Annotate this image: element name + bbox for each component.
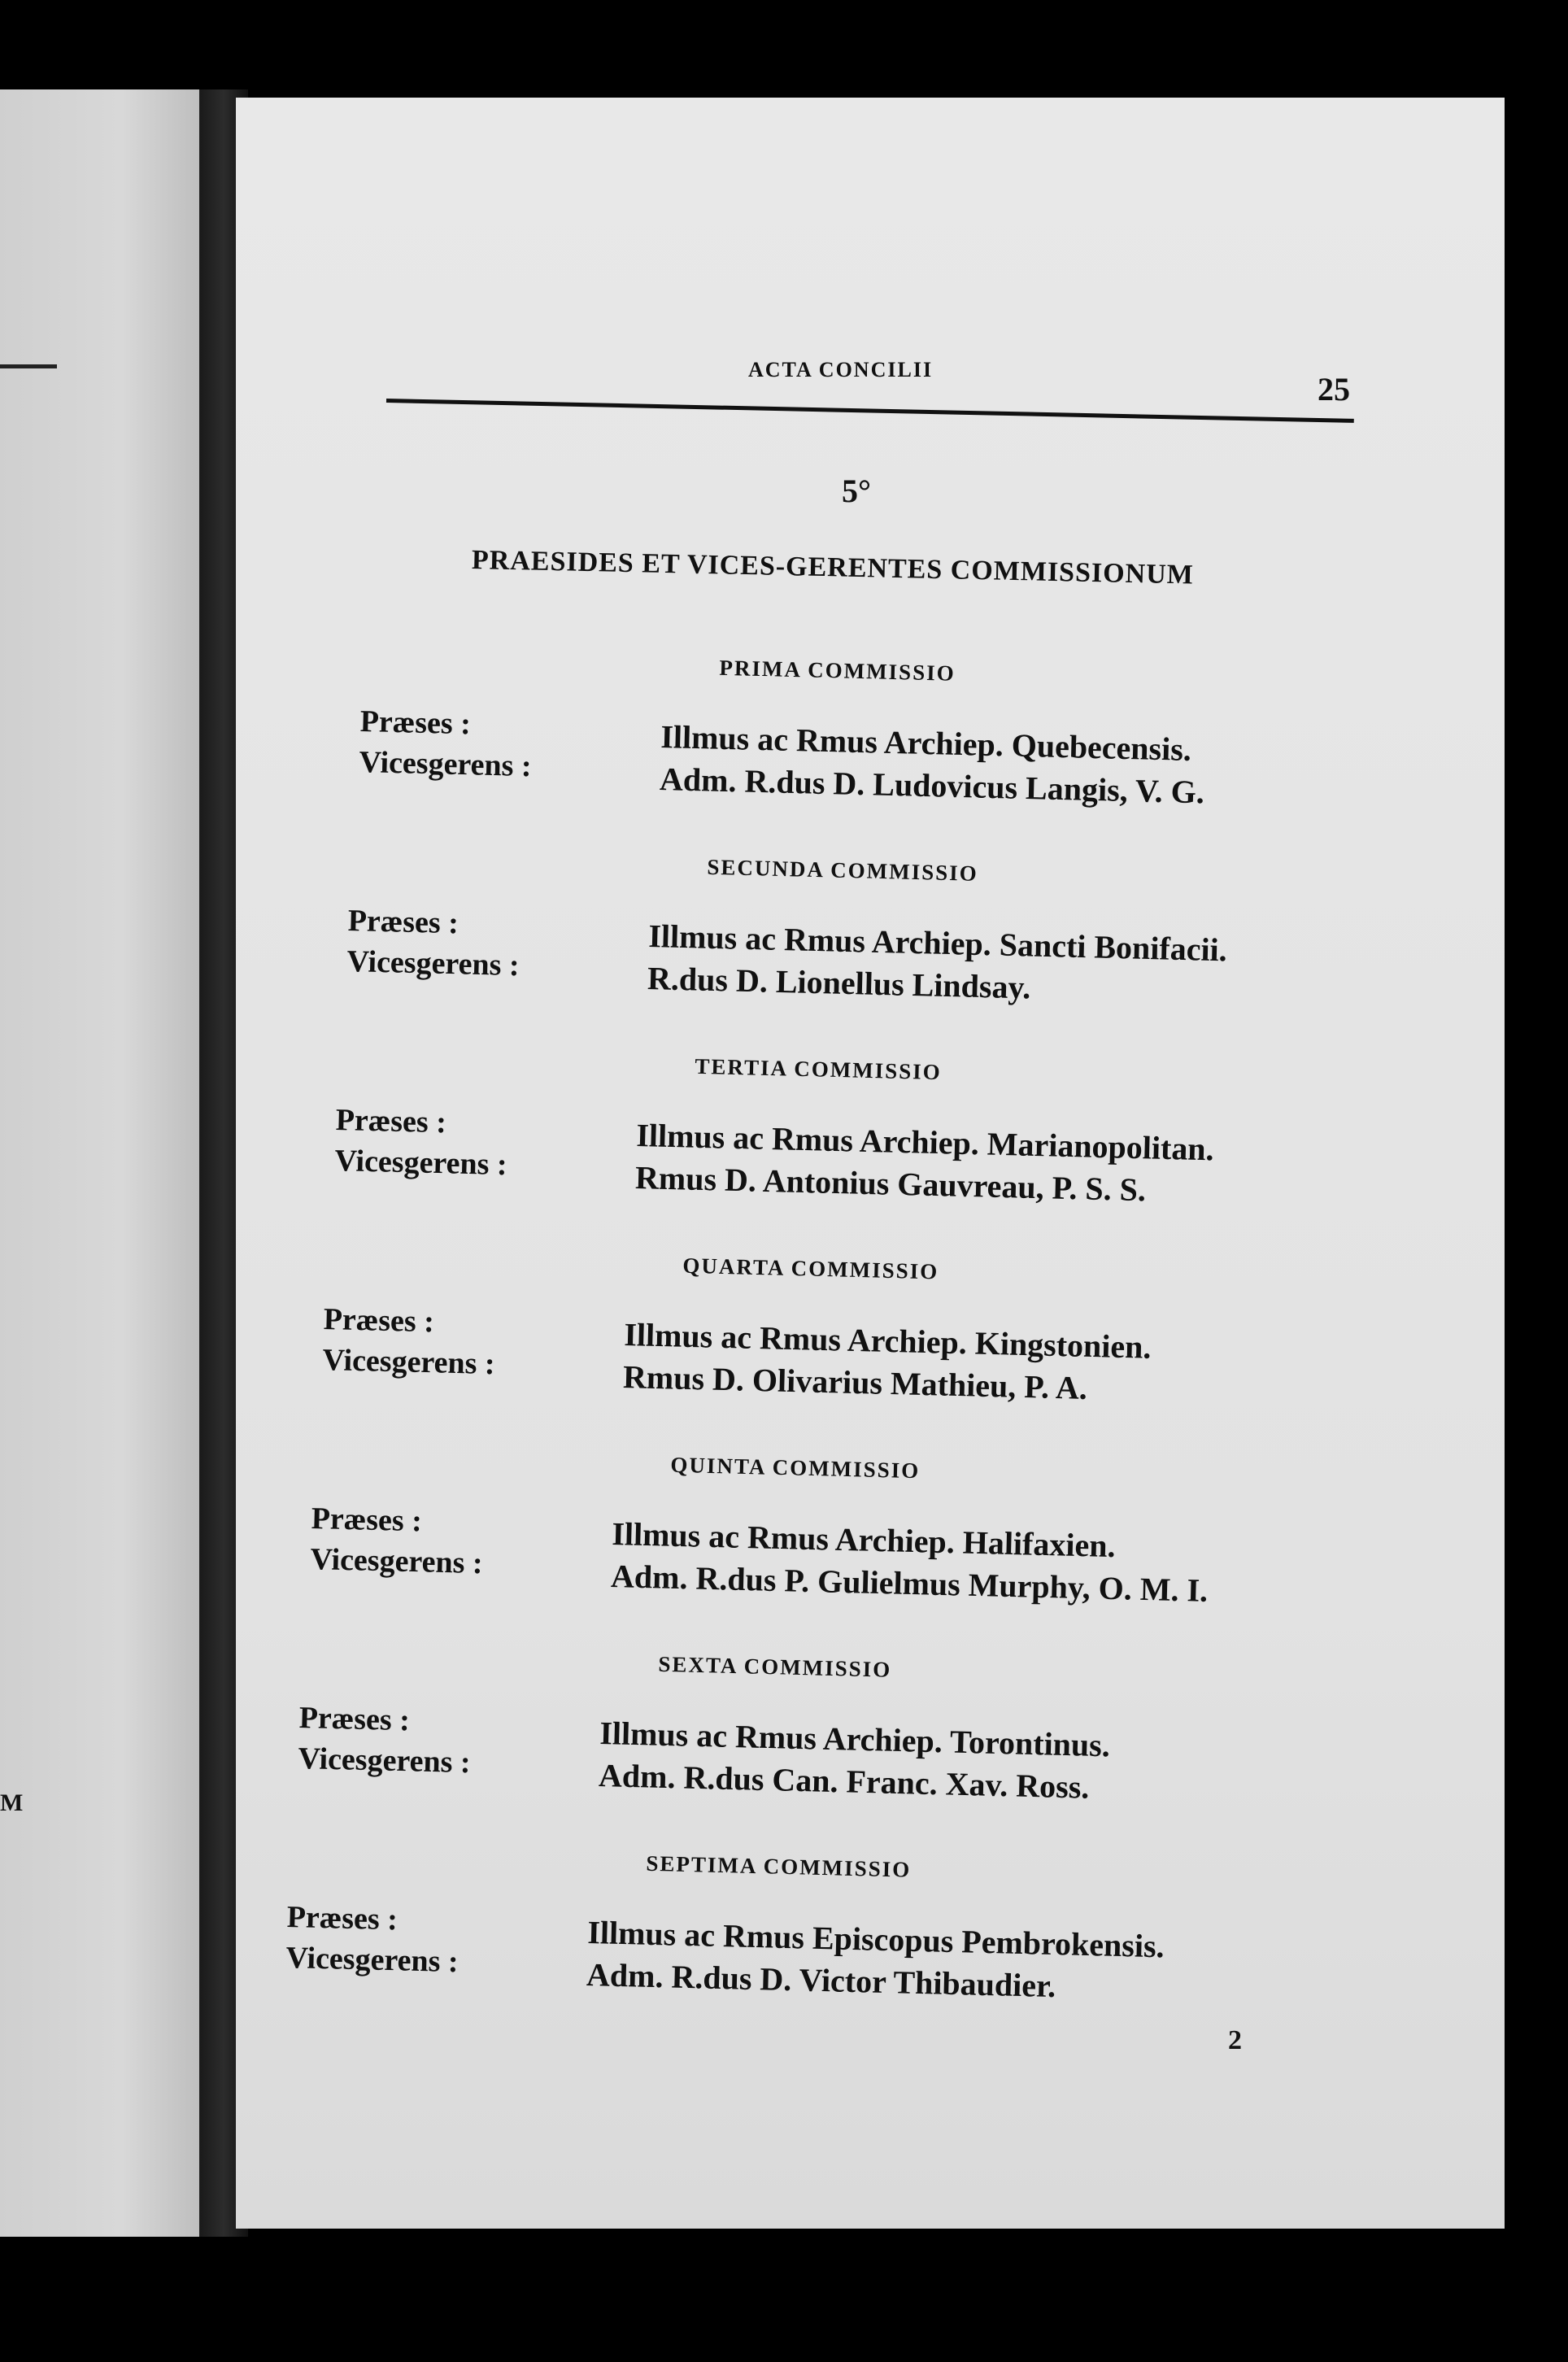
vicesgerens-label: Vicesgerens : [346,943,520,983]
running-head: ACTA CONCILII [748,358,934,381]
commission-block [285,1842,1427,2041]
praeses-label: Præses : [311,1501,423,1539]
praeses-label: Præses : [335,1102,447,1140]
praeses-label: Præses : [323,1301,435,1340]
commission-heading: SEXTA COMMISSIO [658,1651,892,1682]
left-page-rule [0,364,57,368]
praeses-name: Illmus ac Rmus Episcopus Pembrokensis. [586,1914,1165,1965]
left-page-fragment: M [0,1789,24,1816]
section-title: PRAESIDES ET VICES-GERENTES COMMISSIONUM [471,545,1195,590]
vicesgerens-name: Adm. R.dus Can. Franc. Xav. Ross. [598,1757,1090,1806]
vicesgerens-name: R.dus D. Lionellus Lindsay. [647,960,1031,1006]
commission-block [309,1444,1452,1642]
praeses-name: Illmus ac Rmus Archiep. Kingstonien. [623,1316,1152,1366]
commission-heading: TERTIA COMMISSIO [695,1053,943,1085]
commission-heading: QUARTA COMMISSIO [682,1253,939,1284]
praeses-name: Illmus ac Rmus Archiep. Marianopolitan. [635,1117,1215,1168]
commission-block [297,1643,1440,1841]
vicesgerens-label: Vicesgerens : [334,1143,508,1183]
praeses-label: Præses : [298,1700,411,1738]
page-number: 25 [1318,371,1350,407]
commission-heading: QUINTA COMMISSIO [670,1452,921,1484]
vicesgerens-label: Vicesgerens : [359,744,533,784]
vicesgerens-name: Rmus D. Antonius Gauvreau, P. S. S. [634,1159,1147,1209]
commission-block [346,846,1488,1044]
praeses-label: Præses : [347,903,460,941]
commission-block [333,1045,1476,1244]
left-page-edge [0,89,203,2237]
praeses-name: Illmus ac Rmus Archiep. Sancti Bonifacii. [647,917,1228,969]
praeses-name: Illmus ac Rmus Archiep. Torontinus. [599,1715,1111,1764]
commission-heading: PRIMA COMMISSIO [719,655,956,686]
commission-heading: SEPTIMA COMMISSIO [646,1850,912,1882]
commission-heading: SECUNDA COMMISSIO [707,854,979,886]
vicesgerens-name: Adm. R.dus D. Ludovicus Langis, V. G. [659,760,1205,811]
praeses-name: Illmus ac Rmus Archiep. Halifaxien. [611,1515,1117,1565]
vicesgerens-name: Adm. R.dus P. Gulielmus Murphy, O. M. I. [610,1558,1209,1609]
vicesgerens-label: Vicesgerens : [298,1741,472,1780]
commission-block [358,647,1500,845]
vicesgerens-label: Vicesgerens : [310,1541,484,1581]
praeses-label: Præses : [359,704,472,742]
praeses-name: Illmus ac Rmus Archiep. Quebecensis. [660,718,1192,768]
vicesgerens-label: Vicesgerens : [322,1342,496,1382]
vicesgerens-name: Adm. R.dus D. Victor Thibaudier. [586,1956,1056,2005]
vicesgerens-name: Rmus D. Olivarius Mathieu, P. A. [622,1358,1088,1406]
signature-mark: 2 [1228,2025,1242,2055]
praeses-label: Præses : [286,1899,399,1937]
section-number: 5° [842,473,871,509]
vicesgerens-label: Vicesgerens : [285,1940,460,1980]
commission-block [321,1244,1464,1443]
